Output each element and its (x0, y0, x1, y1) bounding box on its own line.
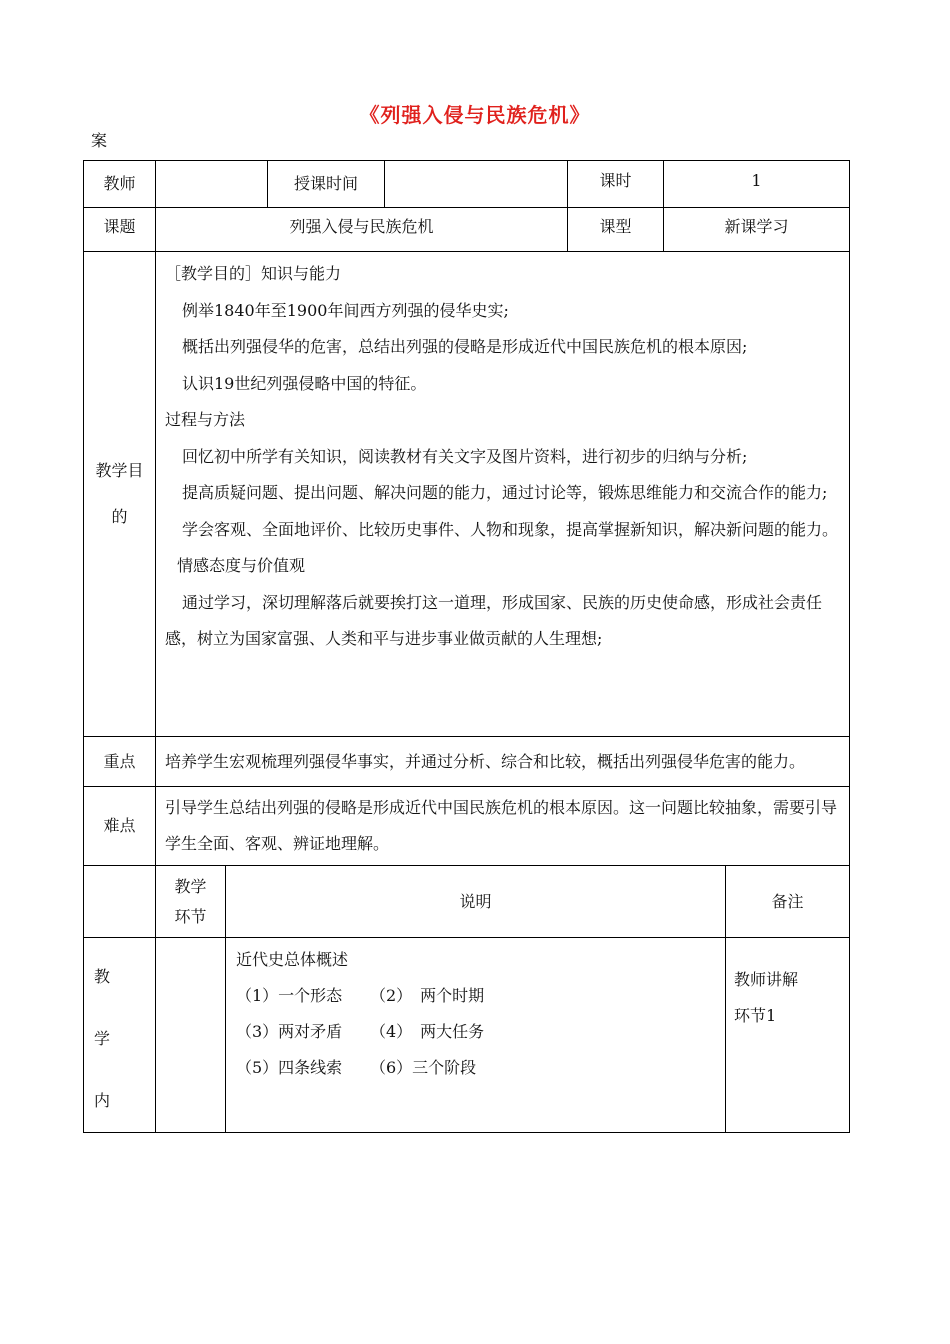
stage-header-line1: 教学 (174, 876, 207, 896)
content-side-label (84, 938, 156, 1133)
objective-line: 提高质疑问题、提出问题、解决问题的能力，通过讨论等，锻炼思维能力和交流合作的能力; (182, 483, 828, 502)
objective-line: 过程与方法 (165, 410, 246, 429)
topic-value: 列强入侵与民族危机 (156, 208, 568, 252)
key-point-label: 重点 (84, 737, 156, 787)
lesson-plan-table (83, 160, 850, 1133)
content-side-char: 学 (94, 1029, 111, 1048)
content-remark-line1: 教师讲解 (734, 970, 799, 989)
objectives-row (84, 252, 850, 737)
content-item: （6）三个阶段 (370, 1058, 477, 1077)
time-value (385, 161, 568, 208)
hours-label: 课时 (568, 161, 664, 208)
content-side-char: 教 (94, 967, 111, 986)
explain-header: 说明 (226, 866, 726, 938)
content-stage (156, 938, 226, 1133)
objectives-label (84, 252, 156, 737)
objective-line: 认识19世纪列强侵略中国的特征。 (182, 373, 427, 393)
content-item: （3）两对矛盾 (236, 1022, 343, 1041)
objective-line: 例举1840年至1900年间西方列强的侵华史实; (182, 300, 509, 320)
content-item-row (236, 978, 717, 1014)
content-item: （5）四条线索 (236, 1058, 343, 1077)
process-header-blank (84, 866, 156, 938)
objective-line: 学会客观、全面地评价、比较历史事件、人物和现象，提高掌握新知识，解决新问题的能力。 (182, 519, 839, 539)
document-title: 《列强入侵与民族危机》 (359, 103, 591, 127)
time-label: 授课时间 (268, 161, 385, 208)
objectives-label-line2: 的 (111, 507, 128, 526)
objective-line: 通过学习，深切理解落后就要挨打这一道理，形成国家、民族的历史使命感，形成社会责任感，树立为国家富强、人类和平与进步事业做贡献的人生理想; (165, 592, 823, 648)
header-row-1 (84, 161, 850, 208)
teacher-label: 教师 (84, 161, 156, 208)
title-suffix: 案 (91, 131, 108, 150)
stage-header-line2: 环节 (174, 906, 207, 926)
objectives-label-line1: 教学目 (95, 461, 144, 480)
content-item-row (236, 1014, 717, 1050)
hours-value: 1 (664, 161, 850, 208)
difficulty-row (84, 787, 850, 866)
type-value: 新课学习 (664, 208, 850, 252)
objective-line: 回忆初中所学有关知识，阅读教材有关文字及图片资料，进行初步的归纳与分析; (182, 446, 748, 466)
objective-line: 概括出列强侵华的危害，总结出列强的侵略是形成近代中国民族危机的根本原因; (182, 337, 748, 356)
content-item: （1）一个形态 (236, 986, 343, 1005)
process-header-row (84, 866, 850, 938)
content-heading: 近代史总体概述 (236, 950, 349, 969)
difficulty-label: 难点 (84, 787, 156, 866)
teacher-value (156, 161, 268, 208)
remark-header: 备注 (726, 866, 850, 938)
content-item-row (236, 1050, 717, 1086)
objective-line: 情感态度与价值观 (177, 556, 306, 575)
difficulty-text: 引导学生总结出列强的侵略是形成近代中国民族危机的根本原因。这一问题比较抽象，需要引导学生全面、客观、辨证地理解。 (156, 787, 850, 866)
objectives-body (156, 252, 850, 737)
content-side-char: 内 (94, 1091, 111, 1110)
type-label: 课型 (568, 208, 664, 252)
key-point-text: 培养学生宏观梳理列强侵华事实，并通过分析、综合和比较，概括出列强侵华危害的能力。 (156, 737, 850, 787)
stage-header (156, 866, 226, 938)
content-remark (726, 938, 850, 1133)
content-item: （4） 两大任务 (370, 1022, 485, 1041)
topic-label: 课题 (84, 208, 156, 252)
content-remark-line2: 环节1 (734, 1006, 777, 1025)
content-row (84, 938, 850, 1133)
content-items (226, 938, 726, 1133)
key-point-row (84, 737, 850, 787)
content-item: （2） 两个时期 (370, 986, 485, 1005)
objective-line: ［教学目的］知识与能力 (165, 264, 342, 283)
header-row-2 (84, 208, 850, 252)
